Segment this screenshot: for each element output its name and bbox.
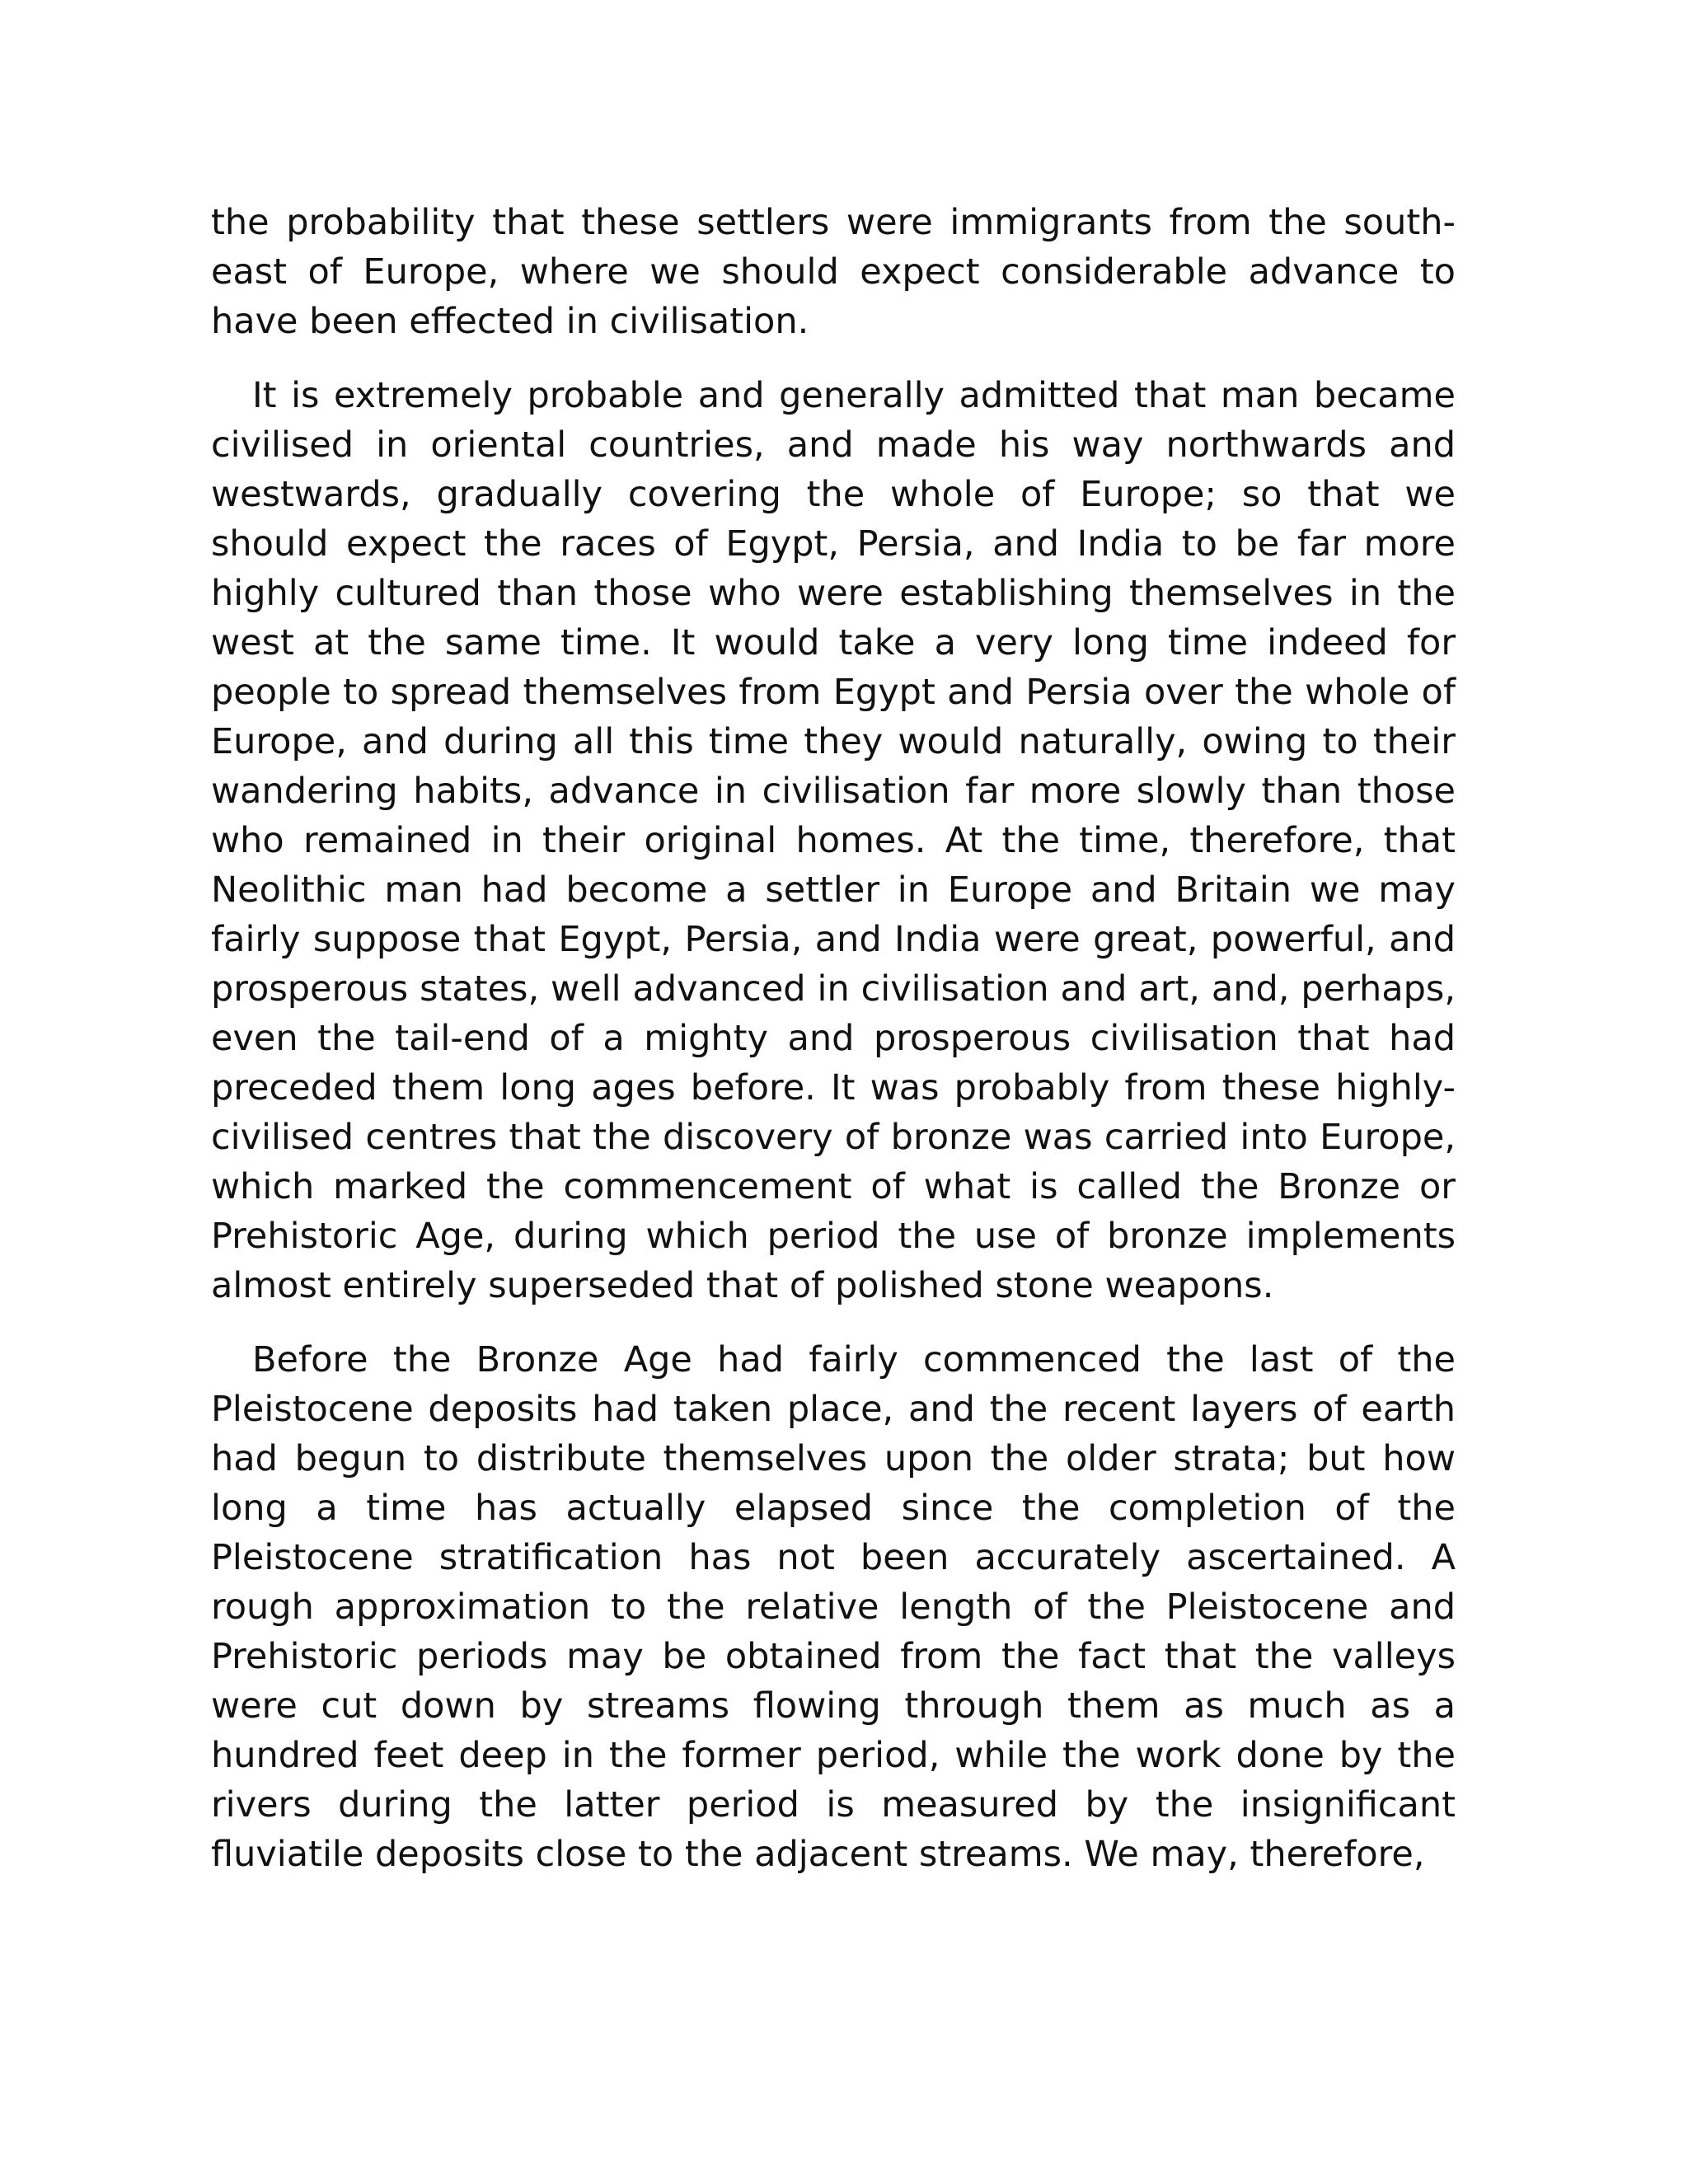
paragraph-bronze-age: Before the Bronze Age had fairly commenced the last of the Pleistocene deposits had taken place, and the recent layers of earth had begun to distribute themselves upon the older strata; but how long a time has actually elapsed since the completion of the Pleistocene stratification has not been accurately ascertained. A rough approximation to the relative length of the Pleistocene and Prehistoric periods may be obtained from the fact that the valleys were cut down by streams flowing through them as much as a hundred feet deep in the former period, while the work done by the rivers during the latter period is measured by the insignificant fluviatile deposits close to the adjacent streams. We may, therefore, [211,1339,1456,1875]
paragraph-continuation: the probability that these settlers were immigrants from the south-east of Europe, where we should expect considerable advance to have been effected in civilisation. [211,202,1456,342]
page-body [211,198,1456,1904]
paragraph-civilisation: It is extremely probable and generally admitted that man became civilised in oriental countries, and made his way northwards and westwards, gradually covering the whole of Europe; so that we should expect the races of Egypt, Persia, and India to be far more highly cultured than those who were establishing themselves in the west at the same time. It would take a very long time indeed for people to spread themselves from Egypt and Persia over the whole of Europe, and during all this time they would naturally, owing to their wandering habits, advance in civilisation far more slowly than those who remained in their original homes. At the time, therefore, that Neolithic man had become a settler in Europe and Britain we may fairly suppose that Egypt, Persia, and India were great, powerful, and prosperous states, well advanced in civilisation and art, and, perhaps, even the tail-end of a mighty and prosperous civilisation that had preceded them long ages before. It was probably from these highly-civilised centres that the discovery of bronze was carried into Europe, which marked the commencement of what is called the Bronze or Prehistoric Age, during which period the use of bronze implements almost entirely superseded that of polished stone weapons. [211,375,1456,1306]
